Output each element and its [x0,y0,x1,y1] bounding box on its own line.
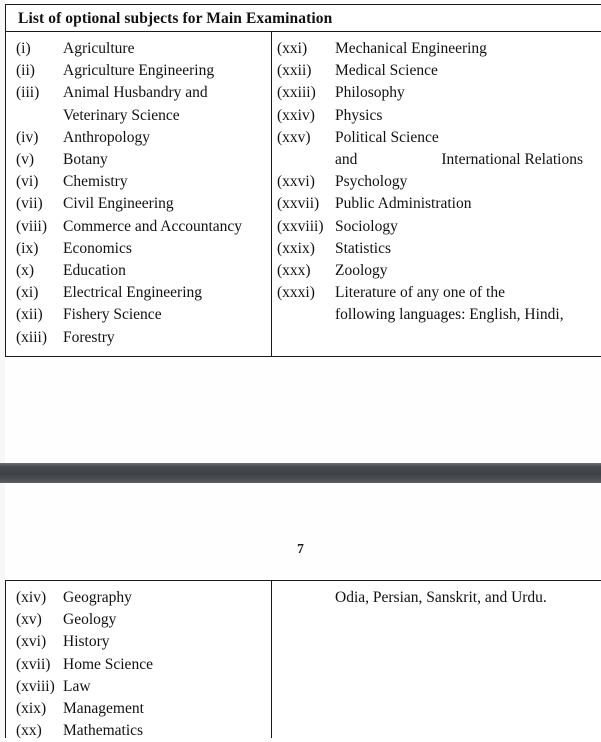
item-numeral: (xiv) [16,589,47,606]
list-item [6,127,271,149]
item-label: Anthropology [63,128,150,146]
column-filler [272,327,601,349]
page-title: List of optional subjects for Main Examination [18,10,333,27]
item-numeral: (viii) [16,217,47,235]
list-item [272,105,601,127]
item-label: Geology [63,611,117,629]
item-numeral: (xxx) [277,262,311,280]
continuation-conjunction: and [335,151,358,169]
item-label-continuation: following languages: English, Hindi, [335,306,564,324]
item-label: Forestry [63,328,115,346]
item-numeral: (iii) [16,84,40,102]
item-numeral: (xii) [16,306,43,324]
item-label: Botany [63,151,108,169]
item-label-continuation [272,149,601,171]
page-number: 7 [297,541,304,556]
list-item [6,654,271,676]
item-numeral: (vi) [16,173,39,191]
item-numeral: (xxvi) [277,173,315,191]
list-item [6,609,271,631]
subjects-column-right [272,32,601,356]
item-numeral: (xvii) [16,655,51,673]
item-numeral: (xxiii) [277,84,316,102]
item-label: Mathematics [63,722,144,740]
item-label-continuation: Veterinary Science [63,106,180,124]
item-numeral: (xxv) [277,128,311,146]
item-numeral: (xxvii) [277,195,320,213]
item-label: Literature of any one of the [335,284,505,302]
item-numeral: (xvi) [16,633,47,651]
list-item [272,171,601,193]
subjects-column-left [6,581,272,738]
item-label: Agriculture [63,40,135,57]
optional-subjects-table-part1 [5,4,601,357]
list-item [272,82,601,104]
list-item [272,127,601,149]
languages-continuation-text: Odia, Persian, Sanskrit, and Urdu. [335,589,547,606]
item-numeral: (xx) [16,722,42,740]
item-numeral: (xix) [16,700,47,718]
item-label: Law [63,677,91,695]
continuation-tail: International Relations [441,151,583,169]
item-numeral: (xiii) [16,328,47,346]
item-numeral: (iv) [16,128,39,146]
item-numeral: (xviii) [16,677,55,695]
list-item [272,38,601,60]
list-item [6,676,271,698]
item-label: Geography [63,589,132,606]
item-label: Education [63,262,126,280]
item-numeral: (ii) [16,62,35,80]
list-item [272,60,601,82]
item-numeral: (vii) [16,195,43,213]
list-item [6,171,271,193]
subjects-column-right [272,581,601,738]
item-label: Electrical Engineering [63,284,203,302]
item-label: Zoology [335,262,388,280]
item-label: Statistics [335,239,391,257]
table-title-row [6,5,601,32]
item-numeral: (i) [16,40,31,57]
list-item [6,587,271,609]
item-label: Mechanical Engineering [335,40,487,57]
item-label: Home Science [63,655,153,673]
item-numeral: (ix) [16,239,39,257]
list-item [6,216,271,238]
item-label: Agriculture Engineering [63,62,215,80]
list-item [272,282,601,304]
item-numeral: (xxix) [277,239,315,257]
list-item [6,327,271,349]
list-item [6,282,271,304]
item-numeral: (xi) [16,284,39,302]
list-item [6,260,271,282]
table-columns [6,581,601,738]
item-label: Philosophy [335,84,405,102]
item-label: Fishery Science [63,306,162,324]
item-label: Sociology [335,217,398,235]
list-item [6,82,271,104]
item-label: Psychology [335,173,408,191]
item-numeral: (xxviii) [277,217,324,235]
item-numeral: (xv) [16,611,42,629]
list-item [272,260,601,282]
table-columns [6,32,601,356]
item-label: Animal Husbandry and [63,84,208,102]
item-label: Civil Engineering [63,195,174,213]
list-item [6,149,271,171]
list-item [272,216,601,238]
item-label: Chemistry [63,173,128,191]
list-item [6,60,271,82]
item-label: Economics [63,239,132,257]
list-item [6,631,271,653]
item-numeral: (xxi) [277,40,308,57]
optional-subjects-table-part2 [5,580,601,738]
item-label: Physics [335,106,383,124]
item-numeral: (v) [16,151,35,169]
list-item [6,304,271,326]
list-item [272,238,601,260]
item-label: Public Administration [335,195,472,213]
subjects-column-left [6,32,272,356]
list-item [6,238,271,260]
list-item [6,193,271,215]
list-item [272,193,601,215]
item-numeral: (xxxi) [277,284,315,302]
item-numeral: (xxii) [277,62,312,80]
page-separator-band [0,463,601,483]
item-numeral: (xxiv) [277,106,315,124]
list-item [6,720,271,742]
item-label: Commerce and Accountancy [63,217,243,235]
item-label: Management [63,700,144,718]
item-label: History [63,633,110,651]
item-numeral: (x) [16,262,35,280]
list-item [6,698,271,720]
item-label: Medical Science [335,62,438,80]
list-item [6,38,271,60]
item-label: Political Science [335,128,439,146]
